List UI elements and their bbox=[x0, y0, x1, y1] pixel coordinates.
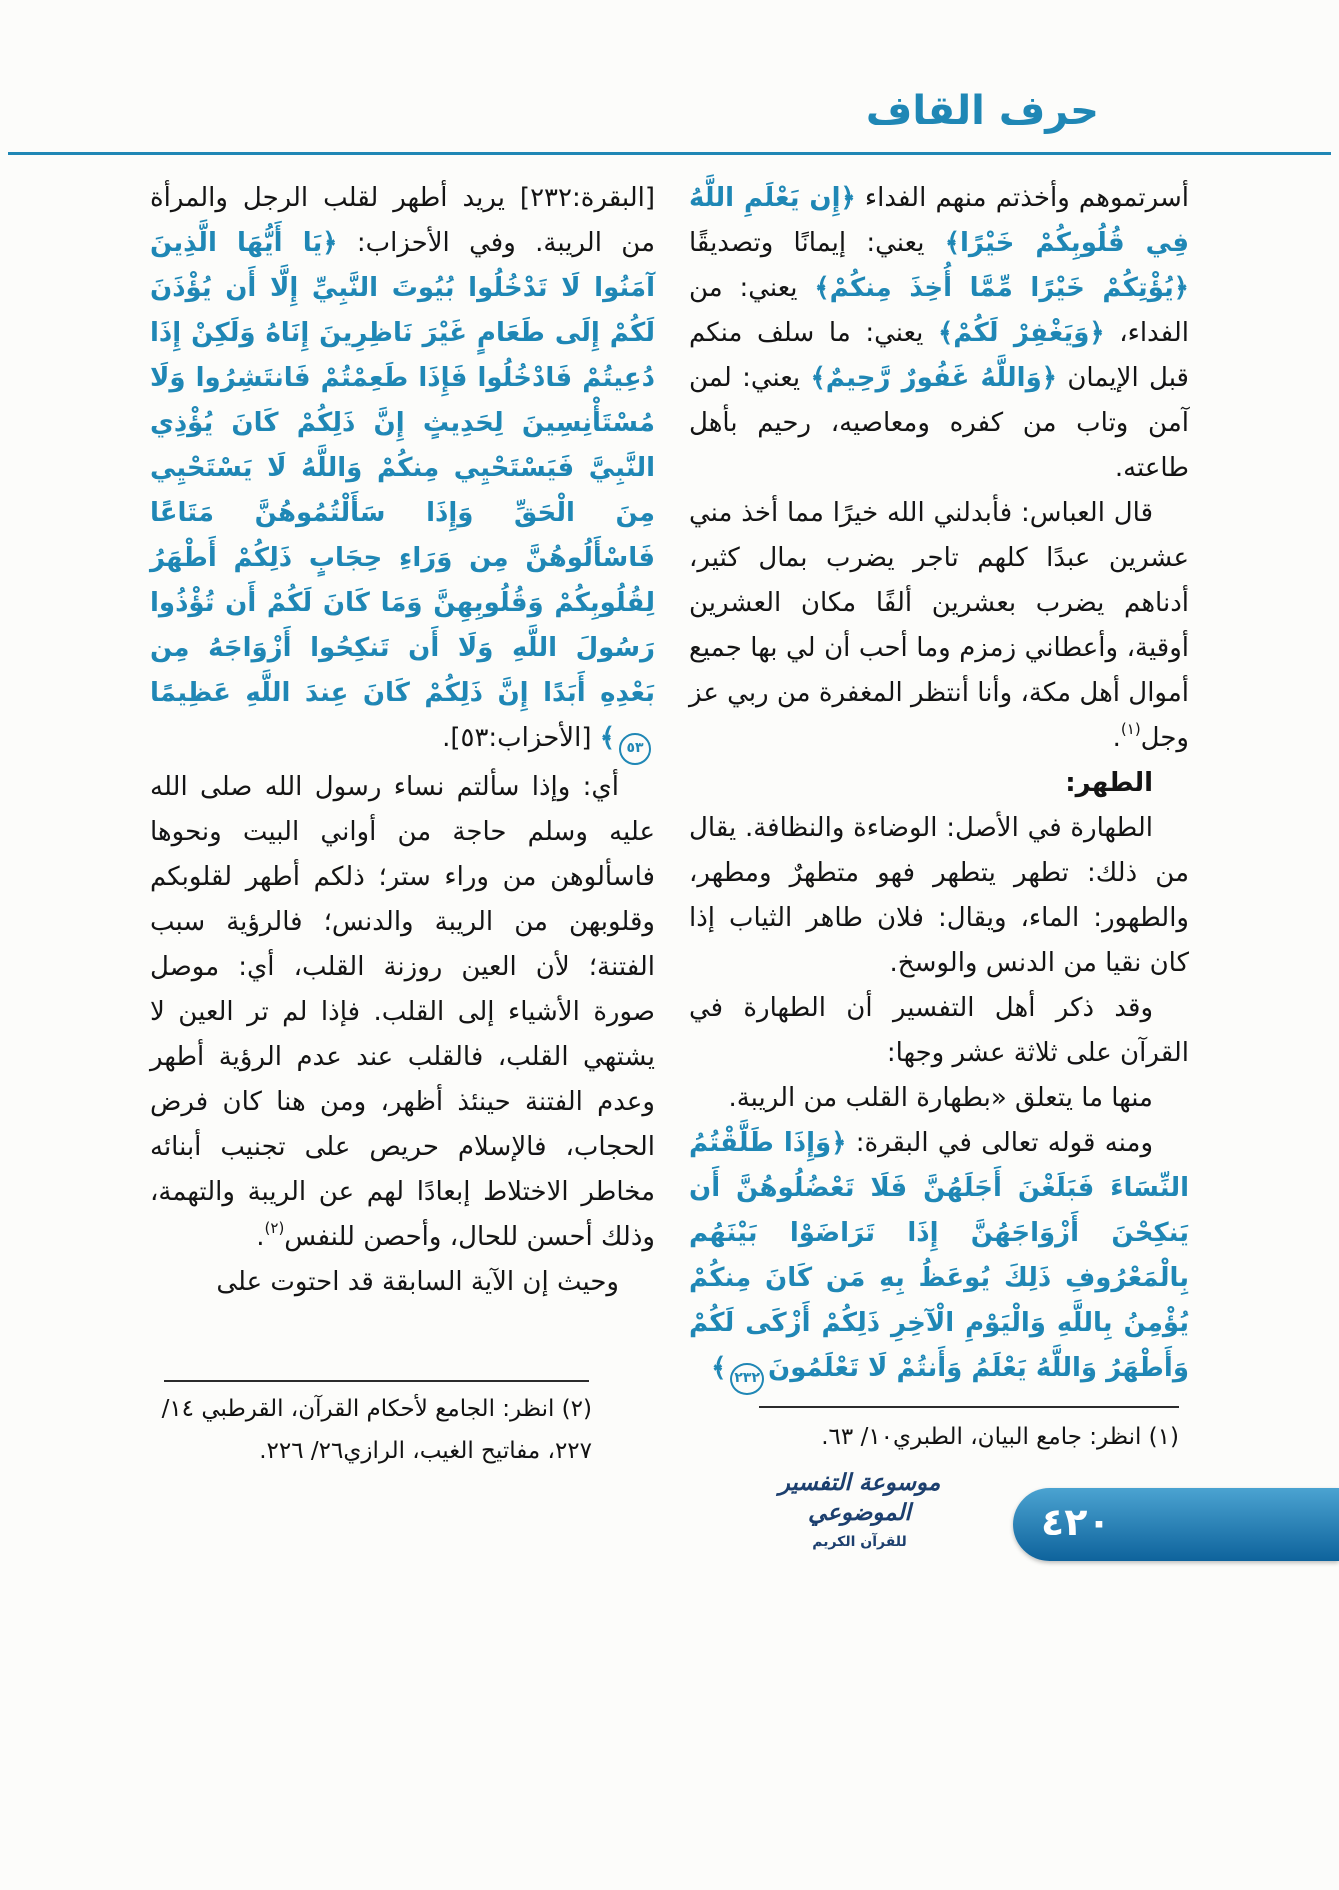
body-text: [الأحزاب:٥٣]. bbox=[442, 723, 600, 753]
body-text: يعني: ما سلف منكم قبل الإيمان bbox=[689, 318, 1189, 393]
quran-verse: ﴿يُؤْتِكُمْ خَيْرًا مِّمَّا أُخِذَ مِنكُمْ﴾ bbox=[814, 273, 1189, 303]
body-text: أسرتموهم وأخذتم منهم الفداء bbox=[855, 183, 1189, 213]
page-number-ribbon bbox=[1013, 1488, 1339, 1561]
quran-verse: ﴿وَيَغْفِرْ لَكُمْ﴾ bbox=[938, 318, 1105, 348]
quran-verse: ﴿وَإِذَا طَلَّقْتُمُ النِّسَاءَ فَبَلَغْنَ أَجَلَهُنَّ فَلَا تَعْضُلُوهُنَّ أَن يَنكِحْنَ أَزْوَاجَهُنَّ إِذَا تَرَاضَوْا بَيْنَهُم بِالْمَعْرُوفِ ذَلِكَ يُوعَظُ بِهِ مَن كَانَ مِنكُمْ يُؤْمِنُ بِاللَّهِ وَالْيَوْمِ الْآخِرِ ذَلِكُمْ أَزْكَى لَكُمْ وَأَطْهَرُ وَاللَّهُ يَعْلَمُ وَأَنتُمْ لَا تَعْلَمُونَ bbox=[689, 1128, 1189, 1383]
body-text: وقد ذكر أهل التفسير أن الطهارة في القرآن على ثلاثة عشر وجها: bbox=[689, 993, 1189, 1068]
paragraph bbox=[150, 176, 655, 765]
body-text: . bbox=[1112, 723, 1121, 753]
paragraph bbox=[150, 765, 655, 1260]
body-text: ومنه قوله تعالى في البقرة: bbox=[846, 1128, 1154, 1158]
paragraph bbox=[689, 806, 1189, 986]
logo-title: موسوعة التفسير الموضوعي bbox=[778, 1470, 941, 1526]
chapter-title: حرف القاف bbox=[865, 88, 1099, 134]
ayah-number-marker: ٢٣٢ bbox=[730, 1363, 764, 1395]
ayah-number-marker: ٥٣ bbox=[619, 733, 651, 765]
paragraph bbox=[689, 1076, 1189, 1121]
footnote-left: (٢) انظر: الجامع لأحكام القرآن، القرطبي ١٤/ ٢٢٧، مفاتيح الغيب، الرازي٢٦/ ٢٢٦. bbox=[161, 1396, 592, 1464]
body-text: الطهارة في الأصل: الوضاءة والنظافة. يقال من ذلك: تطهر يتطهر فهو متطهرٌ ومطهر، والطهور: الماء، ويقال: فلان طاهر الثياب إذا كان نقيا من الدنس والوسخ. bbox=[689, 813, 1189, 978]
paragraph bbox=[689, 176, 1189, 491]
logo-subtitle: للقرآن الكريم bbox=[812, 1534, 907, 1550]
body-text: يعني: من الفداء، bbox=[689, 273, 1189, 348]
paragraph bbox=[689, 491, 1189, 761]
footnote-reference: (١) bbox=[1120, 720, 1141, 738]
column-left bbox=[150, 176, 655, 1305]
body-text: يعني: لمن آمن وتاب من كفره ومعاصيه، رحيم بأهل طاعته. bbox=[689, 363, 1189, 483]
body-text: منها ما يتعلق «بطهارة القلب من الريبة. bbox=[728, 1083, 1153, 1113]
paragraph bbox=[689, 1121, 1189, 1395]
quran-verse: ﴿يَا أَيُّهَا الَّذِينَ آمَنُوا لَا تَدْخُلُوا بُيُوتَ النَّبِيِّ إِلَّا أَن يُؤْذَنَ لَكُمْ إِلَى طَعَامٍ غَيْرَ نَاظِرِينَ إِنَاهُ وَلَكِنْ إِذَا دُعِيتُمْ فَادْخُلُوا فَإِذَا طَعِمْتُمْ فَانتَشِرُوا وَلَا مُسْتَأْنِسِينَ لِحَدِيثٍ إِنَّ ذَلِكُمْ كَانَ يُؤْذِي النَّبِيَّ فَيَسْتَحْيِي مِنكُمْ وَاللَّهُ لَا يَسْتَحْيِي مِنَ الْحَقِّ وَإِذَا سَأَلْتُمُوهُنَّ مَتَاعًا فَاسْأَلُوهُنَّ مِن وَرَاءِ حِجَابٍ ذَلِكُمْ أَطْهَرُ لِقُلُوبِكُمْ وَقُلُوبِهِنَّ وَمَا كَانَ لَكُمْ أَن تُؤْذُوا رَسُولَ اللَّهِ وَلَا أَن تَنكِحُوا أَزْوَاجَهُ مِن بَعْدِهِ أَبَدًا إِنَّ ذَلِكُمْ كَانَ عِندَ اللَّهِ عَظِيمًا bbox=[150, 228, 655, 708]
footnote-reference: (٢) bbox=[264, 1219, 285, 1237]
section-heading bbox=[689, 761, 1189, 806]
paragraph bbox=[150, 1260, 655, 1305]
body-text: يعني: إيمانًا وتصديقًا bbox=[689, 228, 945, 258]
quran-verse: ﴾ bbox=[711, 1353, 727, 1383]
page-number: ٤٢٠ bbox=[1041, 1500, 1111, 1544]
header-divider bbox=[8, 152, 1331, 155]
heading-text: الطهر: bbox=[1065, 768, 1153, 798]
paragraph bbox=[689, 986, 1189, 1076]
publisher-logo bbox=[752, 1468, 967, 1550]
body-text: وحيث إن الآية السابقة قد احتوت على bbox=[216, 1267, 619, 1297]
footnote-right: (١) انظر: جامع البيان، الطبري١٠/ ٦٣. bbox=[821, 1424, 1179, 1450]
body-text: . bbox=[256, 1222, 265, 1252]
column-right bbox=[689, 176, 1189, 1395]
body-text: أي: وإذا سألتم نساء رسول الله صلى الله عليه وسلم حاجة من أواني البيت ونحوها فاسألوهن من وراء ستر؛ ذلكم أطهر لقلوبكم وقلوبهن من الريبة والدنس؛ فالرؤية سبب الفتنة؛ لأن العين روزنة القلب، أي: موصل صورة الأشياء إلى القلب. فإذا لم تر العين لا يشتهي القلب، فالقلب عند عدم الرؤية أطهر وعدم الفتنة حينئذ أظهر، ومن هنا كان فرض الحجاب، فالإسلام حريص على تجنيب أبنائه مخاطر الاختلاط إبعادًا لهم عن الريبة والتهمة، وذلك أحسن للحال، وأحصن للنفس bbox=[150, 772, 655, 1252]
body-text: [البقرة:٢٣٢] يريد أطهر لقلب الرجل والمرأة من الريبة. وفي الأحزاب: bbox=[150, 183, 655, 258]
body-text: قال العباس: فأبدلني الله خيرًا مما أخذ مني عشرين عبدًا كلهم تاجر يضرب بمال كثير، أدناهم يضرب بعشرين ألفًا مكان العشرين أوقية، وأعطاني زمزم وما أحب أن لي بها جميع أموال أهل مكة، وأنا أنتظر المغفرة من ربي عز وجل bbox=[689, 498, 1189, 753]
footnote-divider-right bbox=[759, 1406, 1179, 1408]
footnote-divider-left bbox=[164, 1380, 589, 1382]
quran-verse: ﴿وَاللَّهُ غَفُورٌ رَّحِيمٌ﴾ bbox=[810, 363, 1057, 393]
quran-verse: ﴿إِن يَعْلَمِ اللَّهُ فِي قُلُوبِكُمْ خَيْرًا﴾ bbox=[689, 183, 1189, 258]
quran-verse: ﴾ bbox=[599, 723, 615, 753]
